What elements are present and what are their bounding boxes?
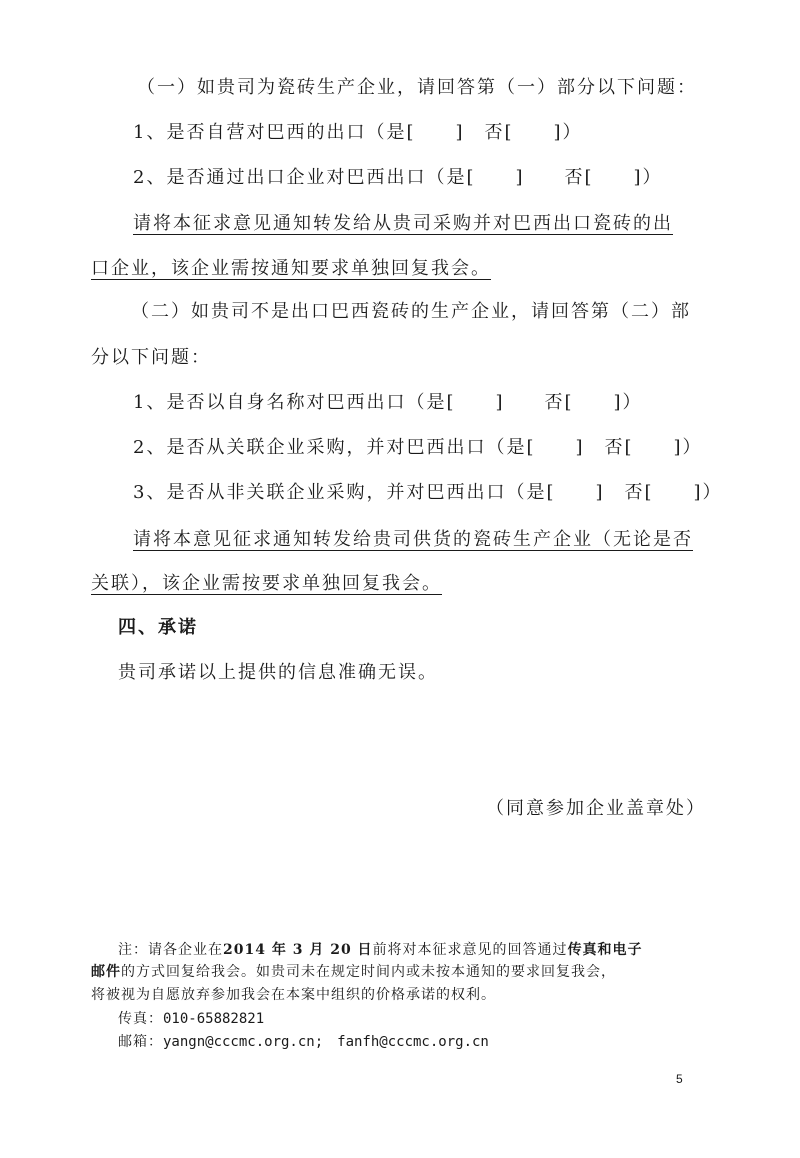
note-line2 (91, 962, 616, 982)
email-addresses: yangn@cccmc.org.cn; fanfh@cccmc.org.cn (163, 1034, 489, 1050)
email-label: 邮箱： (118, 1034, 163, 1050)
fax-line (118, 1009, 264, 1029)
fax-number: 010-65882821 (163, 1011, 265, 1027)
section2-instruction-line1: 请将本意见征求通知转发给贵司供货的瓷砖生产企业（无论是否 (133, 529, 693, 550)
section2-question-2: 2、是否从关联企业采购，并对巴西出口（是[ ] 否[ ]） (133, 437, 703, 458)
note-channel-1: 传真和电子 (567, 942, 643, 958)
section1-instruction-line2: 口企业，该企业需按通知要求单独回复我会。 (91, 258, 491, 279)
note-line2-rest: 的方式回复给我会。如贵司未在规定时间内或未按本通知的要求回复我会， (121, 964, 616, 980)
section1-question-1: 1、是否自营对巴西的出口（是[ ] 否[ ]） (133, 122, 583, 143)
section2-heading-line2: 分以下问题： (91, 347, 211, 368)
section4-title: 四、承诺 (118, 617, 198, 638)
note-prefix: 注：请各企业在 (118, 942, 223, 958)
note-middle: 前将对本征求意见的回答通过 (372, 942, 568, 958)
section1-heading: （一）如贵司为瓷砖生产企业，请回答第（一）部分以下问题： (137, 77, 697, 98)
note-line1 (118, 940, 643, 960)
section2-heading-line1: （二）如贵司不是出口巴西瓷砖的生产企业，请回答第（二）部 (131, 301, 691, 322)
fax-label: 传真： (118, 1011, 163, 1027)
note-line3: 将被视为自愿放弃参加我会在本案中组织的价格承诺的权利。 (91, 987, 496, 1003)
page-number: 5 (676, 1072, 683, 1086)
section2-question-1: 1、是否以自身名称对巴西出口（是[ ] 否[ ]） (133, 392, 643, 413)
section1-instruction-line1: 请将本征求意见通知转发给从贵司采购并对巴西出口瓷砖的出 (133, 213, 673, 234)
note-channel-2: 邮件 (91, 964, 121, 980)
section2-instruction-line2: 关联），该企业需按要求单独回复我会。 (91, 573, 442, 594)
section4-body: 贵司承诺以上提供的信息准确无误。 (118, 662, 438, 683)
section1-question-2: 2、是否通过出口企业对巴西出口（是[ ] 否[ ]） (133, 167, 663, 188)
section2-question-3: 3、是否从非关联企业采购，并对巴西出口（是[ ] 否[ ]） (133, 482, 723, 503)
note-deadline: 2014 年 3 月 20 日 (223, 942, 373, 958)
email-line (118, 1032, 489, 1052)
seal-placeholder: （同意参加企业盖章处） (486, 798, 706, 819)
